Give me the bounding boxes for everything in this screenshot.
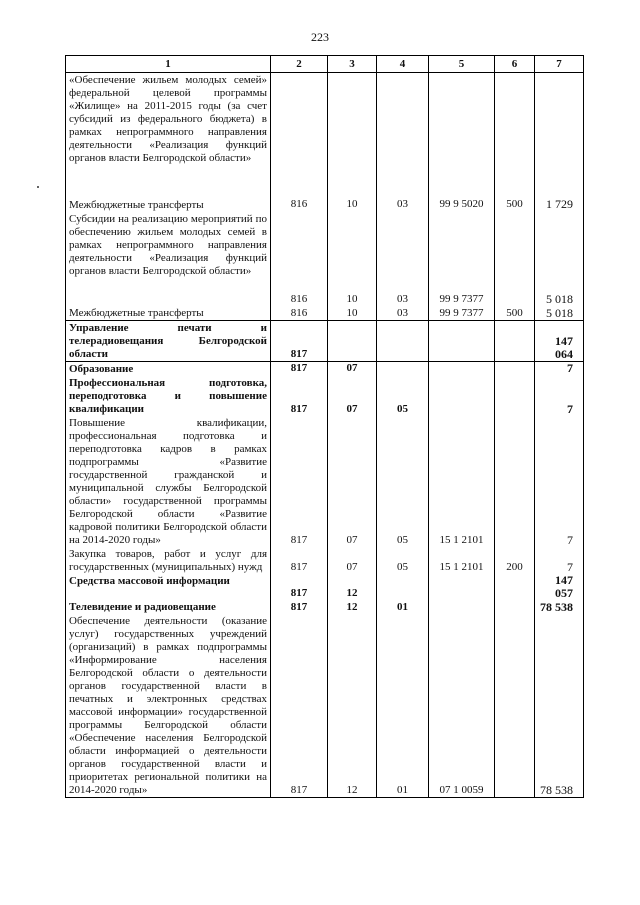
row-subsection: 03 — [377, 306, 429, 321]
row-section: 12 — [328, 574, 377, 600]
header-col-3: 3 — [328, 56, 377, 73]
row-name: Межбюджетные трансферты — [66, 306, 271, 321]
row-expense-type — [495, 212, 535, 306]
row-amount — [535, 73, 584, 199]
row-target-article: 07 1 0059 — [429, 614, 495, 798]
row-subsection: 01 — [377, 614, 429, 798]
row-target-article: 15 1 2101 — [429, 547, 495, 574]
row-name: Управление печати и телерадиовещания Белгородской области — [66, 321, 271, 362]
row-ministry: 816 — [271, 212, 328, 306]
table-row — [66, 416, 584, 547]
row-name: Телевидение и радиовещание — [66, 600, 271, 614]
header-col-1: 1 — [66, 56, 271, 73]
row-expense-type — [495, 73, 535, 199]
row-amount: 78 538 — [535, 600, 584, 614]
row-expense-type: 500 — [495, 306, 535, 321]
page-number: 223 — [311, 30, 329, 44]
row-target-article: 99 9 7377 — [429, 212, 495, 306]
row-section: 07 — [328, 376, 377, 416]
row-expense-type — [495, 376, 535, 416]
row-name: Средства массовой информации — [66, 574, 271, 600]
row-subsection — [377, 321, 429, 362]
row-section: 12 — [328, 600, 377, 614]
row-amount: 147 064 — [535, 321, 584, 362]
table-row — [66, 614, 584, 798]
row-section: 12 — [328, 614, 377, 798]
row-subsection: 01 — [377, 600, 429, 614]
row-target-article — [429, 600, 495, 614]
row-name: Профессиональная подготовка, переподготовка и повышение квалификации — [66, 376, 271, 416]
row-expense-type — [495, 574, 535, 600]
row-amount: 7 — [535, 547, 584, 574]
header-row — [66, 56, 584, 73]
table-row — [66, 73, 584, 199]
row-target-article: 99 9 5020 — [429, 198, 495, 212]
row-subsection — [377, 574, 429, 600]
row-subsection: 05 — [377, 376, 429, 416]
row-name: Закупка товаров, работ и услуг для государственных (муниципальных) нужд — [66, 547, 271, 574]
table-row — [66, 212, 584, 306]
row-ministry: 817 — [271, 362, 328, 377]
header-col-2: 2 — [271, 56, 328, 73]
scan-dot — [37, 186, 39, 188]
row-target-article — [429, 73, 495, 199]
row-subsection: 05 — [377, 416, 429, 547]
row-section: 07 — [328, 547, 377, 574]
table-row — [66, 306, 584, 321]
row-name: Повышение квалификации, профессиональная подготовка и переподготовка кадров в рамках подпрограммы «Развитие государственной гражданской и муниципальной службы Белгородской области» государственной программы Белгородской области «Развитие кадровой политики Белгородской области на 2014-2020 годы» — [66, 416, 271, 547]
header-col-5: 5 — [429, 56, 495, 73]
row-section: 07 — [328, 362, 377, 377]
row-ministry: 817 — [271, 376, 328, 416]
row-amount: 5 018 — [535, 306, 584, 321]
row-amount: 7 — [535, 416, 584, 547]
header-col-7: 7 — [535, 56, 584, 73]
row-name: Обеспечение деятельности (оказание услуг) государственных учреждений (организаций) в рамках подпрограммы «Информирование населения Белгородской области о деятельности органов государственной власти в печатных и электронных средствах массовой информации» государственной программы Белгородской области «Обеспечение населения Белгородской области информацией о деятельности органов государственной власти и приоритетах региональной политики на 2014-2020 годы» — [66, 614, 271, 798]
row-subsection — [377, 362, 429, 377]
row-ministry: 817 — [271, 547, 328, 574]
row-ministry: 816 — [271, 306, 328, 321]
table-row — [66, 198, 584, 212]
header-col-4: 4 — [377, 56, 429, 73]
table-row — [66, 321, 584, 362]
row-subsection: 03 — [377, 198, 429, 212]
row-name: Межбюджетные трансферты — [66, 198, 271, 212]
row-ministry — [271, 73, 328, 199]
row-expense-type — [495, 416, 535, 547]
row-section: 07 — [328, 416, 377, 547]
row-ministry: 817 — [271, 416, 328, 547]
row-target-article: 99 9 7377 — [429, 306, 495, 321]
table-row — [66, 362, 584, 377]
row-ministry: 817 — [271, 321, 328, 362]
row-amount: 7 — [535, 362, 584, 377]
row-name: Субсидии на реализацию мероприятий по обеспечению жильем молодых семей в рамках непрограммного направления деятельности «Реализация функций органов власти Белгородской области» — [66, 212, 271, 306]
budget-table — [65, 55, 584, 798]
row-ministry: 817 — [271, 574, 328, 600]
row-amount: 7 — [535, 376, 584, 416]
table-row — [66, 547, 584, 574]
row-section: 10 — [328, 198, 377, 212]
row-subsection: 05 — [377, 547, 429, 574]
row-section: 10 — [328, 306, 377, 321]
row-target-article — [429, 362, 495, 377]
row-subsection — [377, 73, 429, 199]
row-ministry: 817 — [271, 600, 328, 614]
row-expense-type — [495, 600, 535, 614]
row-amount: 1 729 — [535, 198, 584, 212]
row-section — [328, 321, 377, 362]
row-expense-type — [495, 321, 535, 362]
row-name: «Обеспечение жильем молодых семей» федеральной целевой программы «Жилище» на 2011-2015 годы (за счет субсидий из федерального бюджета) в рамках непрограммного направления деятельности «Реализация функций органов власти Белгородской области» — [66, 73, 271, 199]
row-subsection: 03 — [377, 212, 429, 306]
row-expense-type — [495, 614, 535, 798]
row-target-article — [429, 321, 495, 362]
row-name: Образование — [66, 362, 271, 377]
row-section — [328, 73, 377, 199]
row-ministry: 816 — [271, 198, 328, 212]
row-section: 10 — [328, 212, 377, 306]
header-col-6: 6 — [495, 56, 535, 73]
table-row — [66, 600, 584, 614]
row-expense-type: 200 — [495, 547, 535, 574]
row-expense-type: 500 — [495, 198, 535, 212]
row-target-article — [429, 376, 495, 416]
table-row — [66, 376, 584, 416]
row-ministry: 817 — [271, 614, 328, 798]
row-amount: 78 538 — [535, 614, 584, 798]
row-amount: 147 057 — [535, 574, 584, 600]
row-target-article — [429, 574, 495, 600]
table-row — [66, 574, 584, 600]
row-amount: 5 018 — [535, 212, 584, 306]
row-expense-type — [495, 362, 535, 377]
row-target-article: 15 1 2101 — [429, 416, 495, 547]
